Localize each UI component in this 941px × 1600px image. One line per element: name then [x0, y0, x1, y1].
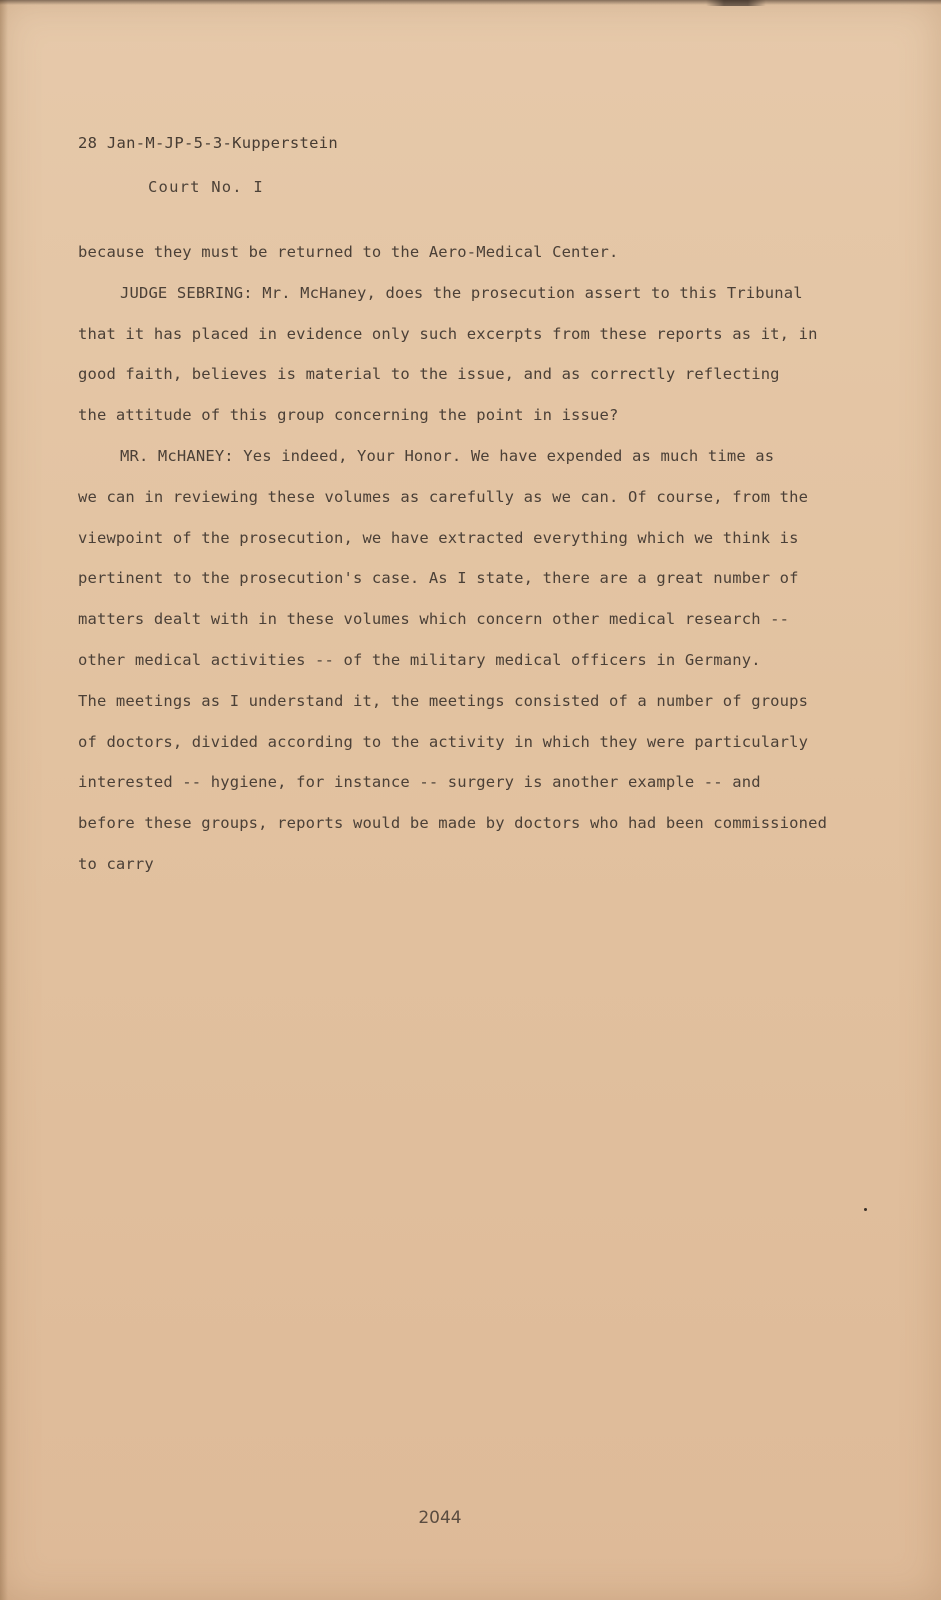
- document-header: 28 Jan-M-JP-5-3-Kupperstein: [78, 134, 339, 152]
- transcript-line: viewpoint of the prosecution, we have extracted everything which we think is: [78, 528, 799, 547]
- transcript-line: we can in reviewing these volumes as carefully as we can. Of course, from the: [78, 487, 809, 506]
- page-top-edge-shadow: [0, 0, 941, 5]
- transcript-line: of doctors, divided according to the activity in which they were particularly: [78, 732, 809, 751]
- ink-speck: [864, 1208, 867, 1211]
- transcript-line: The meetings as I understand it, the meetings consisted of a number of groups: [78, 691, 809, 710]
- page-left-edge-shadow: [0, 0, 8, 1600]
- transcript-line: before these groups, reports would be made by doctors who had been commissioned: [78, 814, 828, 833]
- page-number: 2044: [418, 1508, 462, 1528]
- transcript-line: interested -- hygiene, for instance -- surgery is another example -- and: [78, 773, 761, 792]
- court-label: Court No. I: [148, 178, 264, 196]
- transcript-line: because they must be returned to the Aero-Medical Center.: [78, 243, 619, 261]
- transcript-line: pertinent to the prosecution's case. As I state, there are a great number of: [78, 569, 799, 588]
- transcript-line: that it has placed in evidence only such excerpts from these reports as it, in: [78, 324, 818, 343]
- scan-mark: [706, 0, 766, 6]
- transcript-line: good faith, believes is material to the issue, and as correctly reflecting: [78, 365, 780, 384]
- transcript-line: to carry: [78, 854, 154, 873]
- transcript-line: matters dealt with in these volumes which concern other medical research --: [78, 610, 790, 629]
- transcript-body: [78, 232, 878, 885]
- transcript-line-speaker: JUDGE SEBRING: Mr. McHaney, does the prosecution assert to this Tribunal: [120, 283, 803, 302]
- transcript-line-speaker: MR. McHANEY: Yes indeed, Your Honor. We have expended as much time as: [120, 446, 775, 465]
- transcript-line: other medical activities -- of the military medical officers in Germany.: [78, 650, 761, 669]
- transcript-line: the attitude of this group concerning the point in issue?: [78, 406, 619, 425]
